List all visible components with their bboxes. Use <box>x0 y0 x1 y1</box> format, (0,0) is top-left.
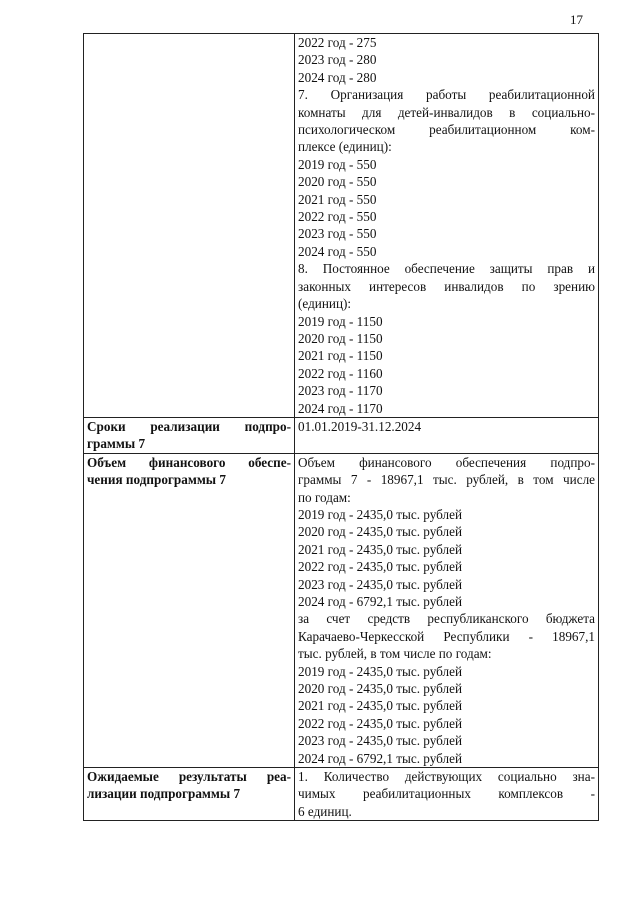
text-line: 2024 год - 550 <box>298 243 377 259</box>
text-line: 2023 год - 280 <box>298 52 377 68</box>
table-row <box>84 417 599 453</box>
text-line: 6 единиц. <box>298 803 352 819</box>
text-line: по годам: <box>298 489 351 505</box>
text-line: 2024 год - 6792,1 тыс. рублей <box>298 594 463 609</box>
text-line: 2021 год - 1150 <box>298 348 383 364</box>
text-line: 2023 год - 2435,0 тыс. рублей <box>298 576 463 592</box>
text-line: 2019 год - 550 <box>298 156 377 172</box>
label-line: Сроки реализации подпро- <box>87 418 291 434</box>
text-line: граммы 7 - 18967,1 тыс. рублей, в том числе <box>298 472 595 488</box>
text-line: 2022 год - 275 <box>298 35 377 50</box>
text-line: 2023 год - 2435,0 тыс. рублей <box>298 733 463 749</box>
text-line: 01.01.2019-31.12.2024 <box>298 418 422 434</box>
label-line: Ожидаемые результаты реа- <box>87 769 291 785</box>
text-line: за счет средств республиканского бюджета <box>298 611 595 627</box>
table-row <box>84 453 599 767</box>
text-line: 2020 год - 2435,0 тыс. рублей <box>298 524 463 540</box>
text-line: 2024 год - 280 <box>298 69 377 85</box>
text-line: 2019 год - 2435,0 тыс. рублей <box>298 663 463 679</box>
text-line: 2020 год - 2435,0 тыс. рублей <box>298 681 463 697</box>
subprogram-passport-table <box>83 33 599 821</box>
text-line: 2022 год - 2435,0 тыс. рублей <box>298 715 463 731</box>
text-line: 2021 год - 2435,0 тыс. рублей <box>298 698 463 714</box>
row-value-cell <box>295 34 599 418</box>
row-label-expected-results <box>84 768 295 821</box>
row-label-funding-volume <box>84 453 295 767</box>
text-line: Объем финансового обеспечения подпро- <box>298 454 595 470</box>
row-value-expected-results <box>295 768 599 821</box>
text-line: Карачаево-Черкесской Республики - 18967,1 <box>298 628 595 644</box>
text-line: тыс. рублей, в том числе по годам: <box>298 646 492 662</box>
label-line: лизации подпрограммы 7 <box>87 786 241 802</box>
label-line: чения подпрограммы 7 <box>87 472 226 488</box>
text-line: 2019 год - 2435,0 тыс. рублей <box>298 506 463 522</box>
text-line: (единиц): <box>298 296 352 312</box>
text-line: 2022 год - 1160 <box>298 365 383 381</box>
text-line: 2023 год - 1170 <box>298 383 383 399</box>
text-line: 1. Количество действующих социально зна- <box>298 769 595 785</box>
label-line: Объем финансового обеспе- <box>87 454 291 470</box>
row-value-implementation-period <box>295 417 599 453</box>
text-line: 2022 год - 550 <box>298 209 377 225</box>
text-line: плексе (единиц): <box>298 139 392 155</box>
row-value-funding-volume <box>295 453 599 767</box>
text-line: психологическом реабилитационном ком- <box>298 122 595 138</box>
text-line: 2020 год - 1150 <box>298 330 383 346</box>
text-line: 2022 год - 2435,0 тыс. рублей <box>298 559 463 575</box>
text-line: 2021 год - 550 <box>298 191 377 207</box>
row-label-implementation-period <box>84 417 295 453</box>
text-line: 8. Постоянное обеспечение защиты прав и <box>298 261 595 277</box>
text-line: 7. Организация работы реабилитационной <box>298 87 595 103</box>
page-number: 17 <box>570 12 583 27</box>
text-line: 2023 год - 550 <box>298 226 377 242</box>
text-line: 2021 год - 2435,0 тыс. рублей <box>298 541 463 557</box>
text-line: 2020 год - 550 <box>298 174 377 190</box>
text-line: комнаты для детей-инвалидов в социально- <box>298 104 595 120</box>
label-line: граммы 7 <box>87 436 146 452</box>
row-label-cell <box>84 34 295 418</box>
text-line: 2024 год - 1170 <box>298 400 383 416</box>
text-line: чимых реабилитационных комплексов - <box>298 786 595 802</box>
table-row <box>84 768 599 821</box>
table-row <box>84 34 599 418</box>
text-line: 2019 год - 1150 <box>298 313 383 329</box>
text-line: 2024 год - 6792,1 тыс. рублей <box>298 750 463 766</box>
text-line: законных интересов инвалидов по зрению <box>298 278 595 294</box>
